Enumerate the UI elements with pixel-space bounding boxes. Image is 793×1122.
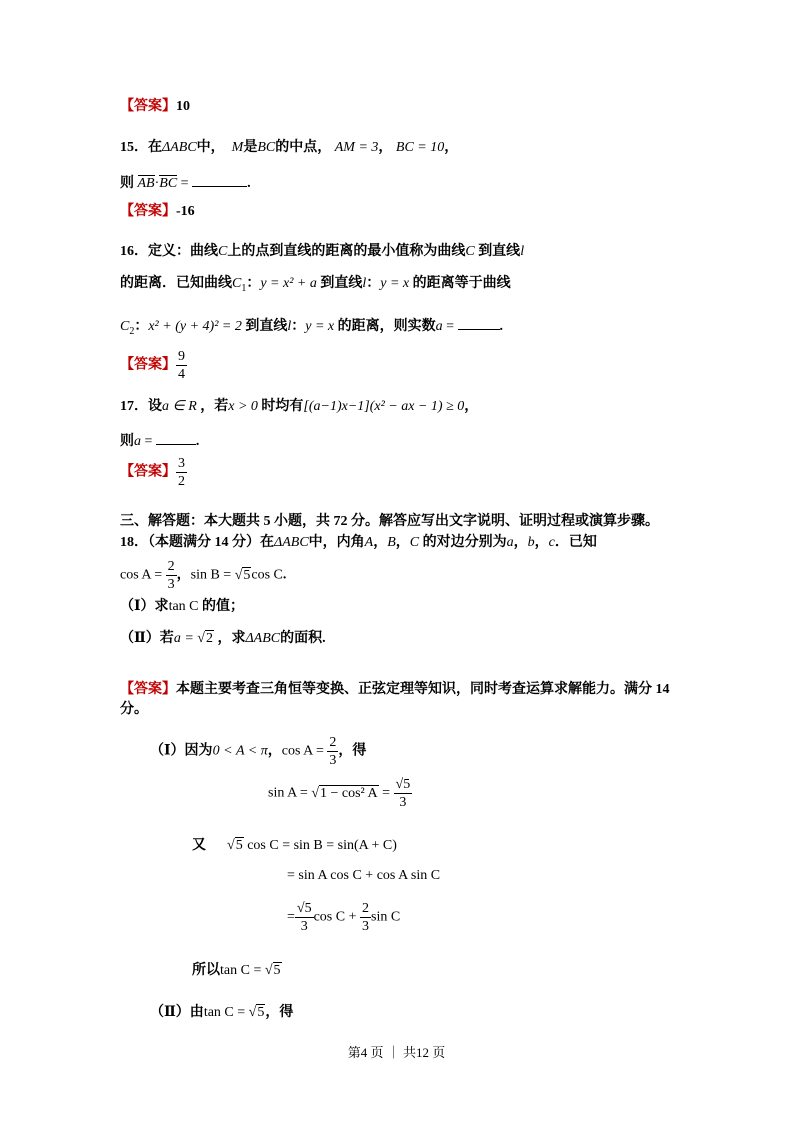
q17-statement — [120, 397, 478, 417]
q15-statement — [120, 138, 458, 158]
q16-equation-1: y = x² + a — [260, 276, 317, 291]
q16-text: 定义：曲线 — [148, 244, 218, 259]
fraction-denominator: 3 — [362, 919, 369, 934]
solution-step-2 — [150, 1003, 293, 1023]
sqrt-expression: √5 — [227, 838, 243, 853]
sin-a: sin A = — [268, 785, 312, 801]
fraction-denominator: 4 — [178, 367, 185, 382]
fraction-numerator: √5 — [395, 777, 411, 792]
answer-label: 【答案】 — [120, 357, 176, 373]
angle-b: B — [387, 535, 396, 550]
q16-text: 的距离．已知曲线 — [120, 276, 232, 291]
solution-text: 又 — [192, 838, 206, 853]
fraction-numerator: 2 — [329, 735, 337, 750]
fraction-denominator: 2 — [178, 474, 185, 489]
side-c: c — [548, 535, 555, 550]
q15-text: 的中点， — [275, 140, 332, 155]
derivation-expression: cos C + — [313, 909, 360, 925]
answer-blank — [192, 172, 247, 187]
q18-fraction — [166, 558, 177, 593]
fraction-numerator: 2 — [167, 559, 175, 574]
q15-answer-line — [120, 202, 195, 222]
fraction-numerator: 3 — [178, 456, 185, 471]
q18-part-2 — [120, 629, 326, 649]
solution-text: ，得 — [265, 1005, 294, 1020]
q17-inequality: [(a−1)x−1](x² − ax − 1) ≥ 0 — [303, 399, 465, 414]
angle-range: 0 < A < π — [212, 743, 268, 759]
solution-intro — [120, 680, 670, 700]
q17-text: 时均有 — [261, 399, 304, 414]
q18-text: ， — [513, 535, 528, 550]
q17-question — [120, 430, 199, 452]
q15-text: 在 — [148, 140, 162, 155]
q18-given — [120, 558, 286, 593]
answer-label: 【答案】 — [120, 204, 176, 219]
subscript: 2 — [129, 325, 135, 337]
tan-c: tan C = — [203, 1005, 249, 1020]
q16-text: ： — [134, 319, 149, 334]
fraction-denominator: 3 — [167, 577, 175, 592]
equals: = — [442, 319, 458, 334]
radicand: 5 — [257, 1005, 265, 1020]
radicand: 1 − cos² A — [320, 785, 378, 801]
line-l: l — [287, 319, 292, 334]
cos-c: cos C — [251, 567, 283, 583]
q15-text: 是 — [243, 140, 258, 155]
vector-ab: AB — [137, 176, 155, 191]
q15-text: 则 — [120, 176, 134, 191]
curve-c: C — [218, 244, 228, 259]
curve-c1: C — [232, 276, 242, 291]
answer-label: 【答案】 — [120, 682, 176, 697]
q18-text: 的值； — [202, 599, 245, 614]
q16-text: . — [499, 319, 504, 334]
solution-text: 所以 — [192, 963, 220, 978]
q18-text: （Ⅰ）求 — [120, 599, 169, 614]
section-heading: 三、解答题：本大题共 5 小题，共 72 分。解答应写出文字说明、证明过程或演算步骤。 — [120, 514, 659, 529]
sqrt-expression: √5 — [234, 567, 251, 583]
q16-line-3 — [120, 315, 503, 342]
a-condition: a = — [173, 631, 198, 646]
q17-condition-1: a ∈ R — [162, 399, 197, 414]
q18-text: ， — [534, 535, 549, 550]
solution-derivation-2 — [287, 866, 440, 886]
answer-blank — [458, 315, 500, 330]
q16-equation-4: y = x — [305, 319, 335, 334]
var-a: a — [134, 434, 141, 449]
q18-text: ， — [373, 535, 388, 550]
dot-op: · — [154, 176, 160, 191]
q16-text: 到直线 — [478, 244, 521, 259]
q16-equation-3: x² + (y + 4)² = 2 — [148, 319, 242, 334]
line-l: l — [520, 244, 525, 259]
solution-sin-a — [268, 776, 412, 811]
curve-c2: C — [120, 319, 130, 334]
q18-text: ， — [176, 567, 191, 583]
fraction-numerator: 2 — [362, 901, 369, 916]
tan-c: tan C — [168, 599, 199, 614]
q15-answer-value: -16 — [176, 204, 195, 219]
q18-triangle: ΔABC — [274, 535, 309, 550]
q16-text: ： — [366, 276, 381, 291]
curve-c: C — [465, 244, 475, 259]
equals: = — [177, 176, 193, 191]
solution-derivation-1 — [192, 836, 397, 856]
answer-label: 【答案】 — [120, 464, 176, 480]
side-a: a — [506, 535, 514, 550]
q15-bc-value: BC = 10 — [395, 140, 445, 155]
q17-answer-fraction — [176, 455, 187, 490]
answer-blank — [156, 430, 196, 445]
q16-line-1 — [120, 242, 524, 262]
q18-text: ．已知 — [554, 535, 597, 550]
q15-point-m: M — [231, 140, 244, 155]
answer-label: 【答案】 — [120, 99, 176, 114]
radicand: 5 — [403, 777, 411, 792]
q16-text: 的距离，则实数 — [337, 319, 436, 334]
solution-fraction — [394, 776, 413, 811]
sin-b: sin B = — [190, 567, 235, 583]
radicand: 5 — [273, 963, 281, 978]
sqrt-expression: √2 — [197, 631, 213, 646]
solution-step-1 — [150, 734, 366, 769]
q16-text: 到直线 — [320, 276, 363, 291]
cos-a: cos A = — [281, 743, 328, 759]
q16-text: 的距离等于曲线 — [412, 276, 511, 291]
q18-text: ，求 — [217, 631, 246, 646]
angle-c: C — [409, 535, 420, 550]
solution-derivation-3 — [287, 900, 400, 935]
derivation-expression: cos C = sin B = sin(A + C) — [243, 838, 397, 853]
sqrt-expression: √5 — [248, 1005, 265, 1020]
q15-question — [120, 172, 251, 194]
q16-number: 16． — [120, 244, 148, 259]
line-l: l — [362, 276, 367, 291]
solution-fraction — [360, 900, 371, 935]
q14-answer-value: 10 — [176, 99, 190, 114]
q16-text: ： — [246, 276, 261, 291]
q15-am-value: AM = 3 — [334, 140, 379, 155]
fraction-numerator: √5 — [296, 901, 312, 916]
page-footer: 第4 页 ｜ 共12 页 — [347, 1045, 446, 1060]
q17-text: 设 — [148, 399, 162, 414]
q16-equation-2: y = x — [380, 276, 410, 291]
q15-text: 中， — [196, 140, 225, 155]
cos-a: cos A = — [120, 567, 166, 583]
q18-statement — [120, 533, 597, 553]
solution-intro-2: 分。 — [120, 702, 148, 717]
solution-text: 本题主要考查三角恒等变换、正弦定理等知识，同时考查运算求解能力。满分 14 — [176, 682, 670, 697]
q18-text: 中，内角 — [308, 535, 365, 550]
q18-triangle: ΔABC — [245, 631, 281, 646]
fraction-numerator: 9 — [178, 349, 185, 364]
fraction-denominator: 3 — [300, 919, 308, 934]
q17-answer-line — [120, 455, 187, 490]
solution-fraction — [327, 734, 338, 769]
q15-segment-bc: BC — [257, 140, 276, 155]
q15-number: 15． — [120, 140, 148, 155]
q14-answer-line — [120, 97, 190, 117]
q18-text: （Ⅱ）若 — [120, 631, 174, 646]
sqrt-expression: √1 − cos² A — [311, 785, 378, 801]
q16-text: 上的点到直线的距离的最小值称为曲线 — [227, 244, 466, 259]
radicand: 5 — [235, 838, 243, 853]
q17-text: . — [195, 434, 200, 449]
fraction-denominator: 3 — [329, 753, 337, 768]
solution-text: （Ⅱ）由 — [150, 1005, 204, 1020]
q18-part-1 — [120, 597, 244, 617]
q16-text: 到直线 — [245, 319, 288, 334]
solution-fraction — [295, 900, 314, 935]
q18-text: 的面积. — [280, 631, 326, 646]
vector-bc: BC — [159, 176, 178, 191]
side-b: b — [527, 535, 535, 550]
fraction-denominator: 3 — [399, 795, 407, 810]
angle-a: A — [364, 535, 374, 550]
q17-text: ， — [464, 399, 479, 414]
q16-text: ： — [291, 319, 306, 334]
solution-text: ， — [267, 743, 282, 759]
equals: = — [378, 785, 394, 801]
q15-text: ， — [378, 140, 393, 155]
radicand: 5 — [243, 567, 251, 583]
derivation-expression: = sin A cos C + cos A sin C — [287, 868, 441, 883]
q16-line-2 — [120, 274, 511, 299]
q15-triangle: ΔABC — [162, 140, 197, 155]
solution-result-1 — [192, 961, 282, 981]
radicand: 5 — [304, 901, 312, 916]
q15-text: ， — [444, 140, 459, 155]
q18-text: . — [282, 567, 287, 583]
q17-text: 则 — [120, 434, 134, 449]
radicand: 2 — [205, 631, 213, 646]
tan-c: tan C = — [220, 963, 265, 978]
solution-text: ，得 — [338, 743, 367, 759]
q16-answer-line — [120, 348, 187, 383]
var-a: a — [435, 319, 443, 334]
subscript: 1 — [241, 282, 247, 294]
equals: = — [287, 909, 295, 925]
q16-answer-fraction — [176, 348, 187, 383]
q17-text: ，若 — [200, 399, 229, 414]
q17-number: 17． — [120, 399, 148, 414]
sqrt-expression: √5 — [264, 963, 281, 978]
q18-text: 的对边分别为 — [422, 535, 507, 550]
q18-text: ， — [395, 535, 410, 550]
solution-text: （Ⅰ）因为 — [150, 743, 213, 759]
q17-condition-2: x > 0 — [228, 399, 258, 414]
equals: = — [141, 434, 156, 449]
q15-text: . — [247, 176, 251, 191]
derivation-expression: sin C — [371, 909, 401, 925]
q18-text: 18．（本题满分 14 分）在 — [120, 535, 274, 550]
